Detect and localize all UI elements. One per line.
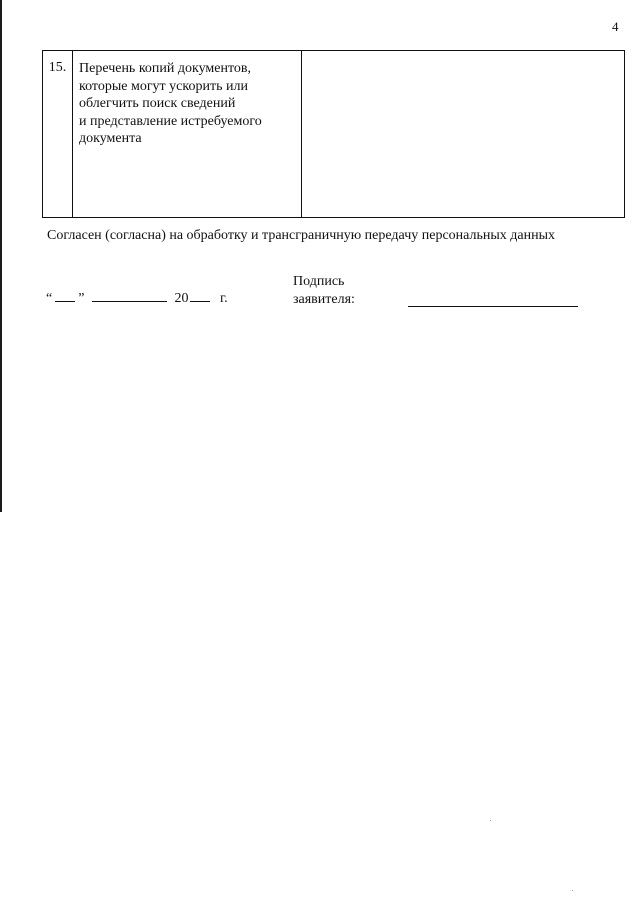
item-label-line: которые могут ускорить или [79,78,248,94]
date-field [46,289,228,307]
year-suffix: г. [219,291,228,306]
year-prefix: 20 [174,291,189,306]
month-blank[interactable] [92,289,167,302]
scan-speck [572,890,573,891]
item-number: 15. [43,51,73,217]
document-list-answer-field[interactable] [302,51,624,217]
signature-label-line: заявителя: [293,292,355,307]
document-list-table [42,50,625,218]
item-label-line: документа [79,131,142,146]
item-label-line: облегчить поиск сведений [79,96,236,111]
signature-field[interactable] [408,306,578,307]
signature-label [293,273,355,309]
year-blank[interactable] [190,289,210,302]
scan-speck [490,820,491,821]
item-label [73,51,302,217]
page-number: 4 [612,19,619,34]
scan-edge [0,0,2,512]
item-label-line: Перечень копий документов, [79,61,252,76]
date-open-quote: “ [46,291,53,306]
consent-statement: Согласен (согласна) на обработку и трансграничную передачу персональных данных [47,228,555,243]
day-blank[interactable] [55,289,75,302]
signature-label-line: Подпись [293,274,345,289]
item-label-line: и представление истребуемого [79,113,262,129]
date-close-quote: ” [78,291,85,306]
